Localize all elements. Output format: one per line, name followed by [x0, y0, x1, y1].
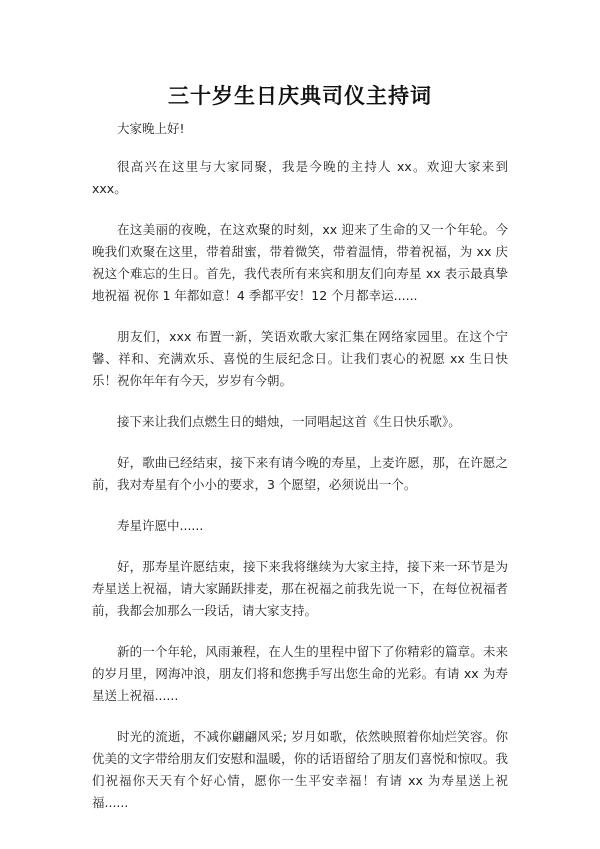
paragraph-wish-request: 好，歌曲已经结束，接下来有请今晚的寿星，上麦许愿，那，在许愿之前，我对寿星有个小小的要求，3 个愿望，必须说出一个。 [92, 455, 508, 492]
document-body [92, 118, 508, 833]
paragraph-blessing-intro: 好，那寿星许愿结束，接下来我将继续为大家主持，接下来一环节是为寿星送上祝福，请大家踊跃排麦，那在祝福之前我先说一下，在每位祝福者前，我都会加那么一段话，请大家支持。 [92, 559, 508, 618]
paragraph-wishing: 寿星许愿中...... [117, 518, 204, 533]
paragraph-time-flow: 时光的流逝，不减你翩翩风采; 岁月如歌，依然映照着你灿烂笑容。你优美的文字带给朋友们安慰和温暖，你的话语留给了朋友们喜悦和惊叹。我们祝福你天天有个好心情，愿你一生平安幸福！有请 xx 为寿星送上祝福...... [92, 729, 508, 810]
paragraph-candles: 接下来让我们点燃生日的蜡烛，一同唱起这首《生日快乐歌》。 [117, 414, 461, 429]
paragraph-friends: 朋友们，xxx 布置一新，笑语欢歌大家汇集在网络家园里。在这个宁馨、祥和、充满欢乐、喜悦的生辰纪念日。让我们衷心的祝愿 xx 生日快乐！祝你年年有今天，岁岁有今朝。 [92, 329, 508, 388]
document-title: 三十岁生日庆典司仪主持词 [168, 84, 432, 108]
paragraph-new-year-ring: 新的一个年轮，风雨兼程，在人生的里程中留下了你精彩的篇章。未来的岁月里，网海冲浪，朋友们将和您携手写出您生命的光彩。有请 xx 为寿星送上祝福...... [92, 644, 508, 703]
paragraph-intro: 很高兴在这里与大家同聚，我是今晚的主持人 xx。欢迎大家来到 xxx。 [92, 159, 508, 196]
paragraph-opening-blessing: 在这美丽的夜晚，在这欢聚的时刻，xx 迎来了生命的又一个年轮。今晚我们欢聚在这里，带着甜蜜，带着微笑，带着温情，带着祝福，为 xx 庆祝这个难忘的生日。首先，我代表所有来宾和朋友们向寿星 xx 表示最真挚地祝福 祝你 1 年都如意！4 季都平安！12 个月都幸运...... [92, 222, 508, 303]
paragraph-greeting: 大家晚上好! [117, 121, 185, 136]
